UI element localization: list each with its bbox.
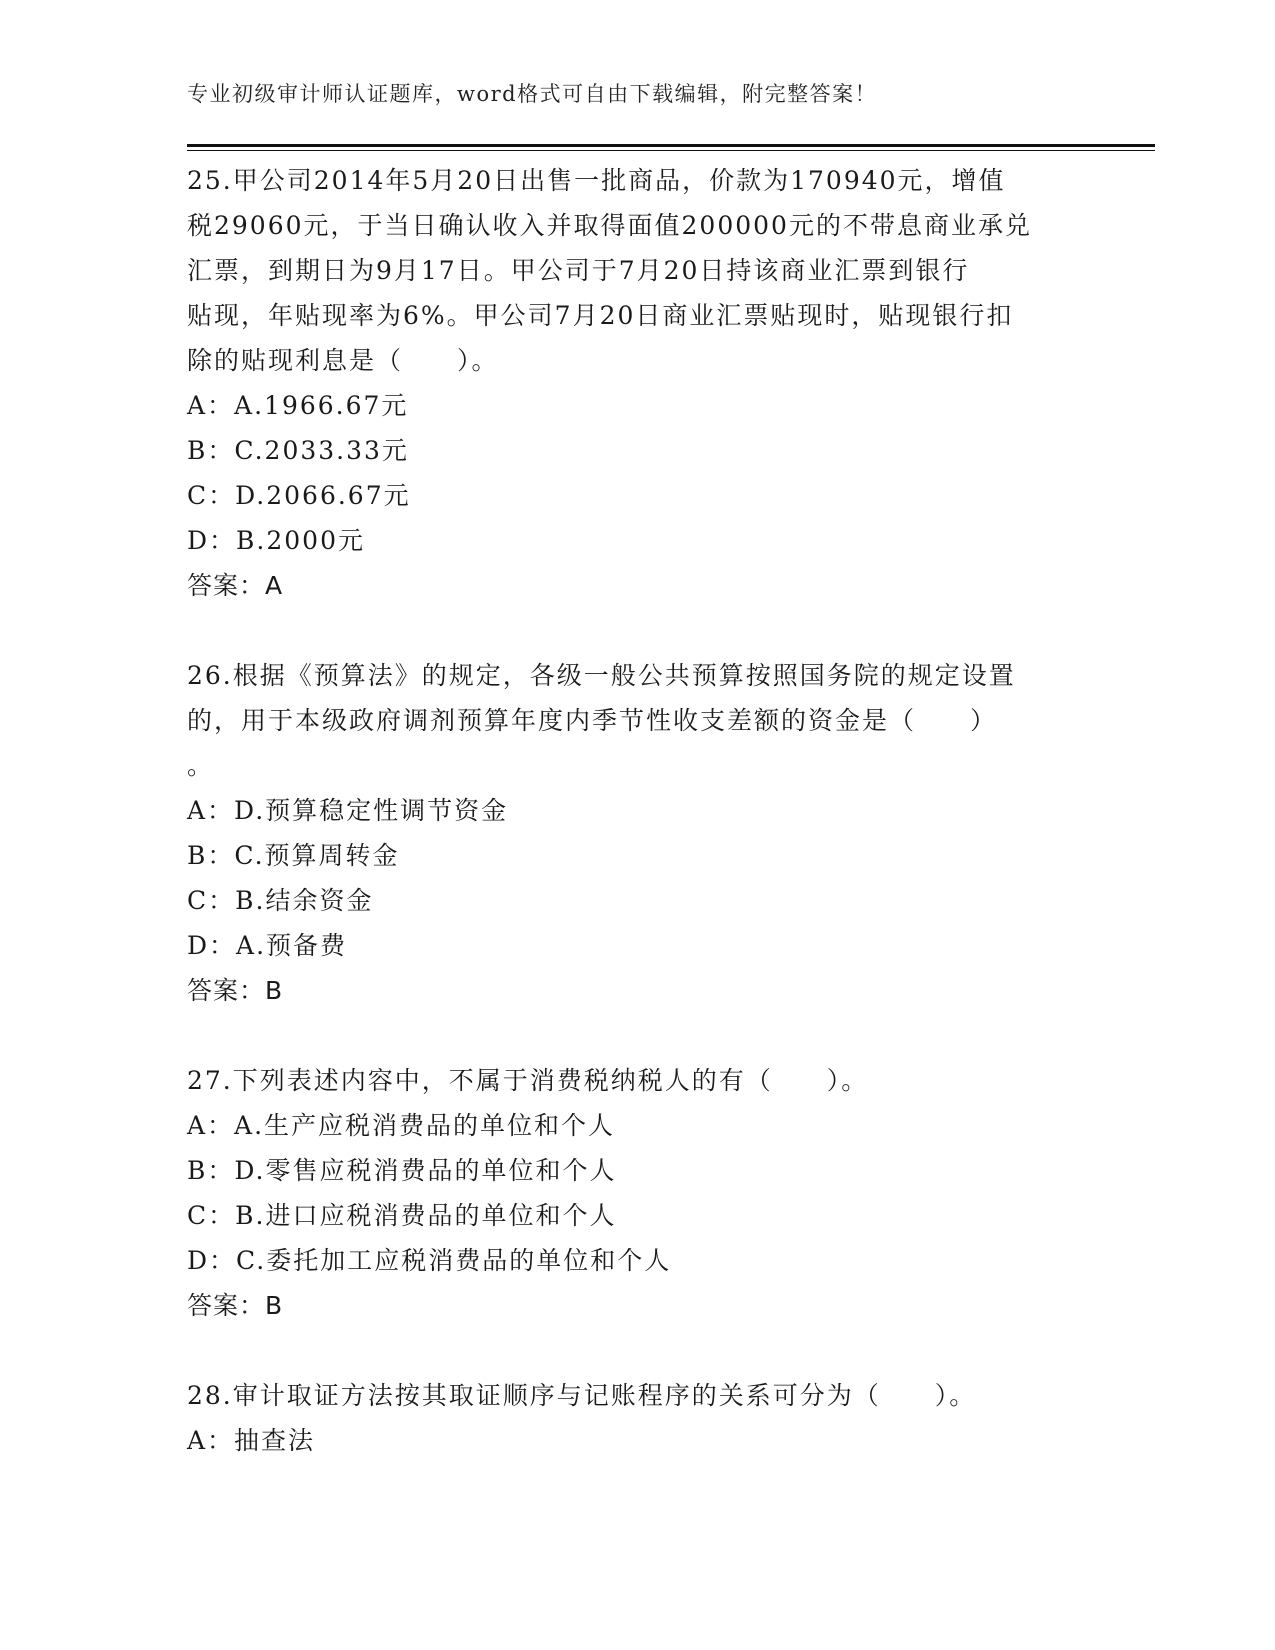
option-a: A：A.1966.67元 — [187, 391, 409, 420]
question-spacer — [187, 1013, 1087, 1058]
question-stem — [187, 1373, 1087, 1418]
question-stem — [187, 1058, 1087, 1103]
question-28 — [187, 1373, 1087, 1463]
answer-line: 答案：A — [187, 571, 284, 600]
header-rule-thin — [187, 150, 1155, 151]
option-c: C：B.结余资金 — [187, 886, 374, 915]
question-line: 的，用于本级政府调剂预算年度内季节性收支差额的资金是（ ） — [187, 706, 998, 735]
question-line: 税29060元，于当日确认收入并取得面值200000元的不带息商业承兑 — [187, 211, 1032, 240]
option-a: A：A.生产应税消费品的单位和个人 — [187, 1111, 616, 1140]
question-26 — [187, 653, 1087, 1013]
question-25 — [187, 158, 1087, 608]
answer-line: 答案：B — [187, 1291, 284, 1320]
option-d: D：C.委托加工应税消费品的单位和个人 — [187, 1246, 672, 1275]
option-b: B：D.零售应税消费品的单位和个人 — [187, 1156, 617, 1185]
header-rule-thick — [187, 144, 1155, 147]
question-line: 26.根据《预算法》的规定，各级一般公共预算按照国务院的规定设置 — [187, 661, 1016, 690]
question-line: 。 — [187, 751, 215, 780]
question-line: 汇票，到期日为9月17日。甲公司于7月20日持该商业汇票到银行 — [187, 256, 970, 285]
option-a: A：D.预算稳定性调节资金 — [187, 796, 509, 825]
option-d: D：A.预备费 — [187, 931, 348, 960]
question-list — [187, 158, 1087, 1463]
question-stem — [187, 653, 1087, 788]
option-d: D：B.2000元 — [187, 526, 365, 555]
option-b: B：C.预算周转金 — [187, 841, 400, 870]
question-line: 27.下列表述内容中，不属于消费税纳税人的有（ ）。 — [187, 1066, 869, 1095]
question-line: 贴现，年贴现率为6%。甲公司7月20日商业汇票贴现时，贴现银行扣 — [187, 301, 1014, 330]
option-c: C：D.2066.67元 — [187, 481, 411, 510]
option-b: B：C.2033.33元 — [187, 436, 409, 465]
question-spacer — [187, 1328, 1087, 1373]
question-line: 25.甲公司2014年5月20日出售一批商品，价款为170940元，增值 — [187, 166, 1006, 195]
question-27 — [187, 1058, 1087, 1328]
question-line: 28.审计取证方法按其取证顺序与记账程序的关系可分为（ ）。 — [187, 1381, 977, 1410]
option-a: A：抽查法 — [187, 1426, 316, 1455]
document-header: 专业初级审计师认证题库，word格式可自由下载编辑，附完整答案！ — [187, 82, 878, 106]
question-line: 除的贴现利息是（ ）。 — [187, 346, 499, 375]
answer-line: 答案：B — [187, 976, 284, 1005]
question-spacer — [187, 608, 1087, 653]
question-stem — [187, 158, 1087, 383]
option-c: C：B.进口应税消费品的单位和个人 — [187, 1201, 617, 1230]
